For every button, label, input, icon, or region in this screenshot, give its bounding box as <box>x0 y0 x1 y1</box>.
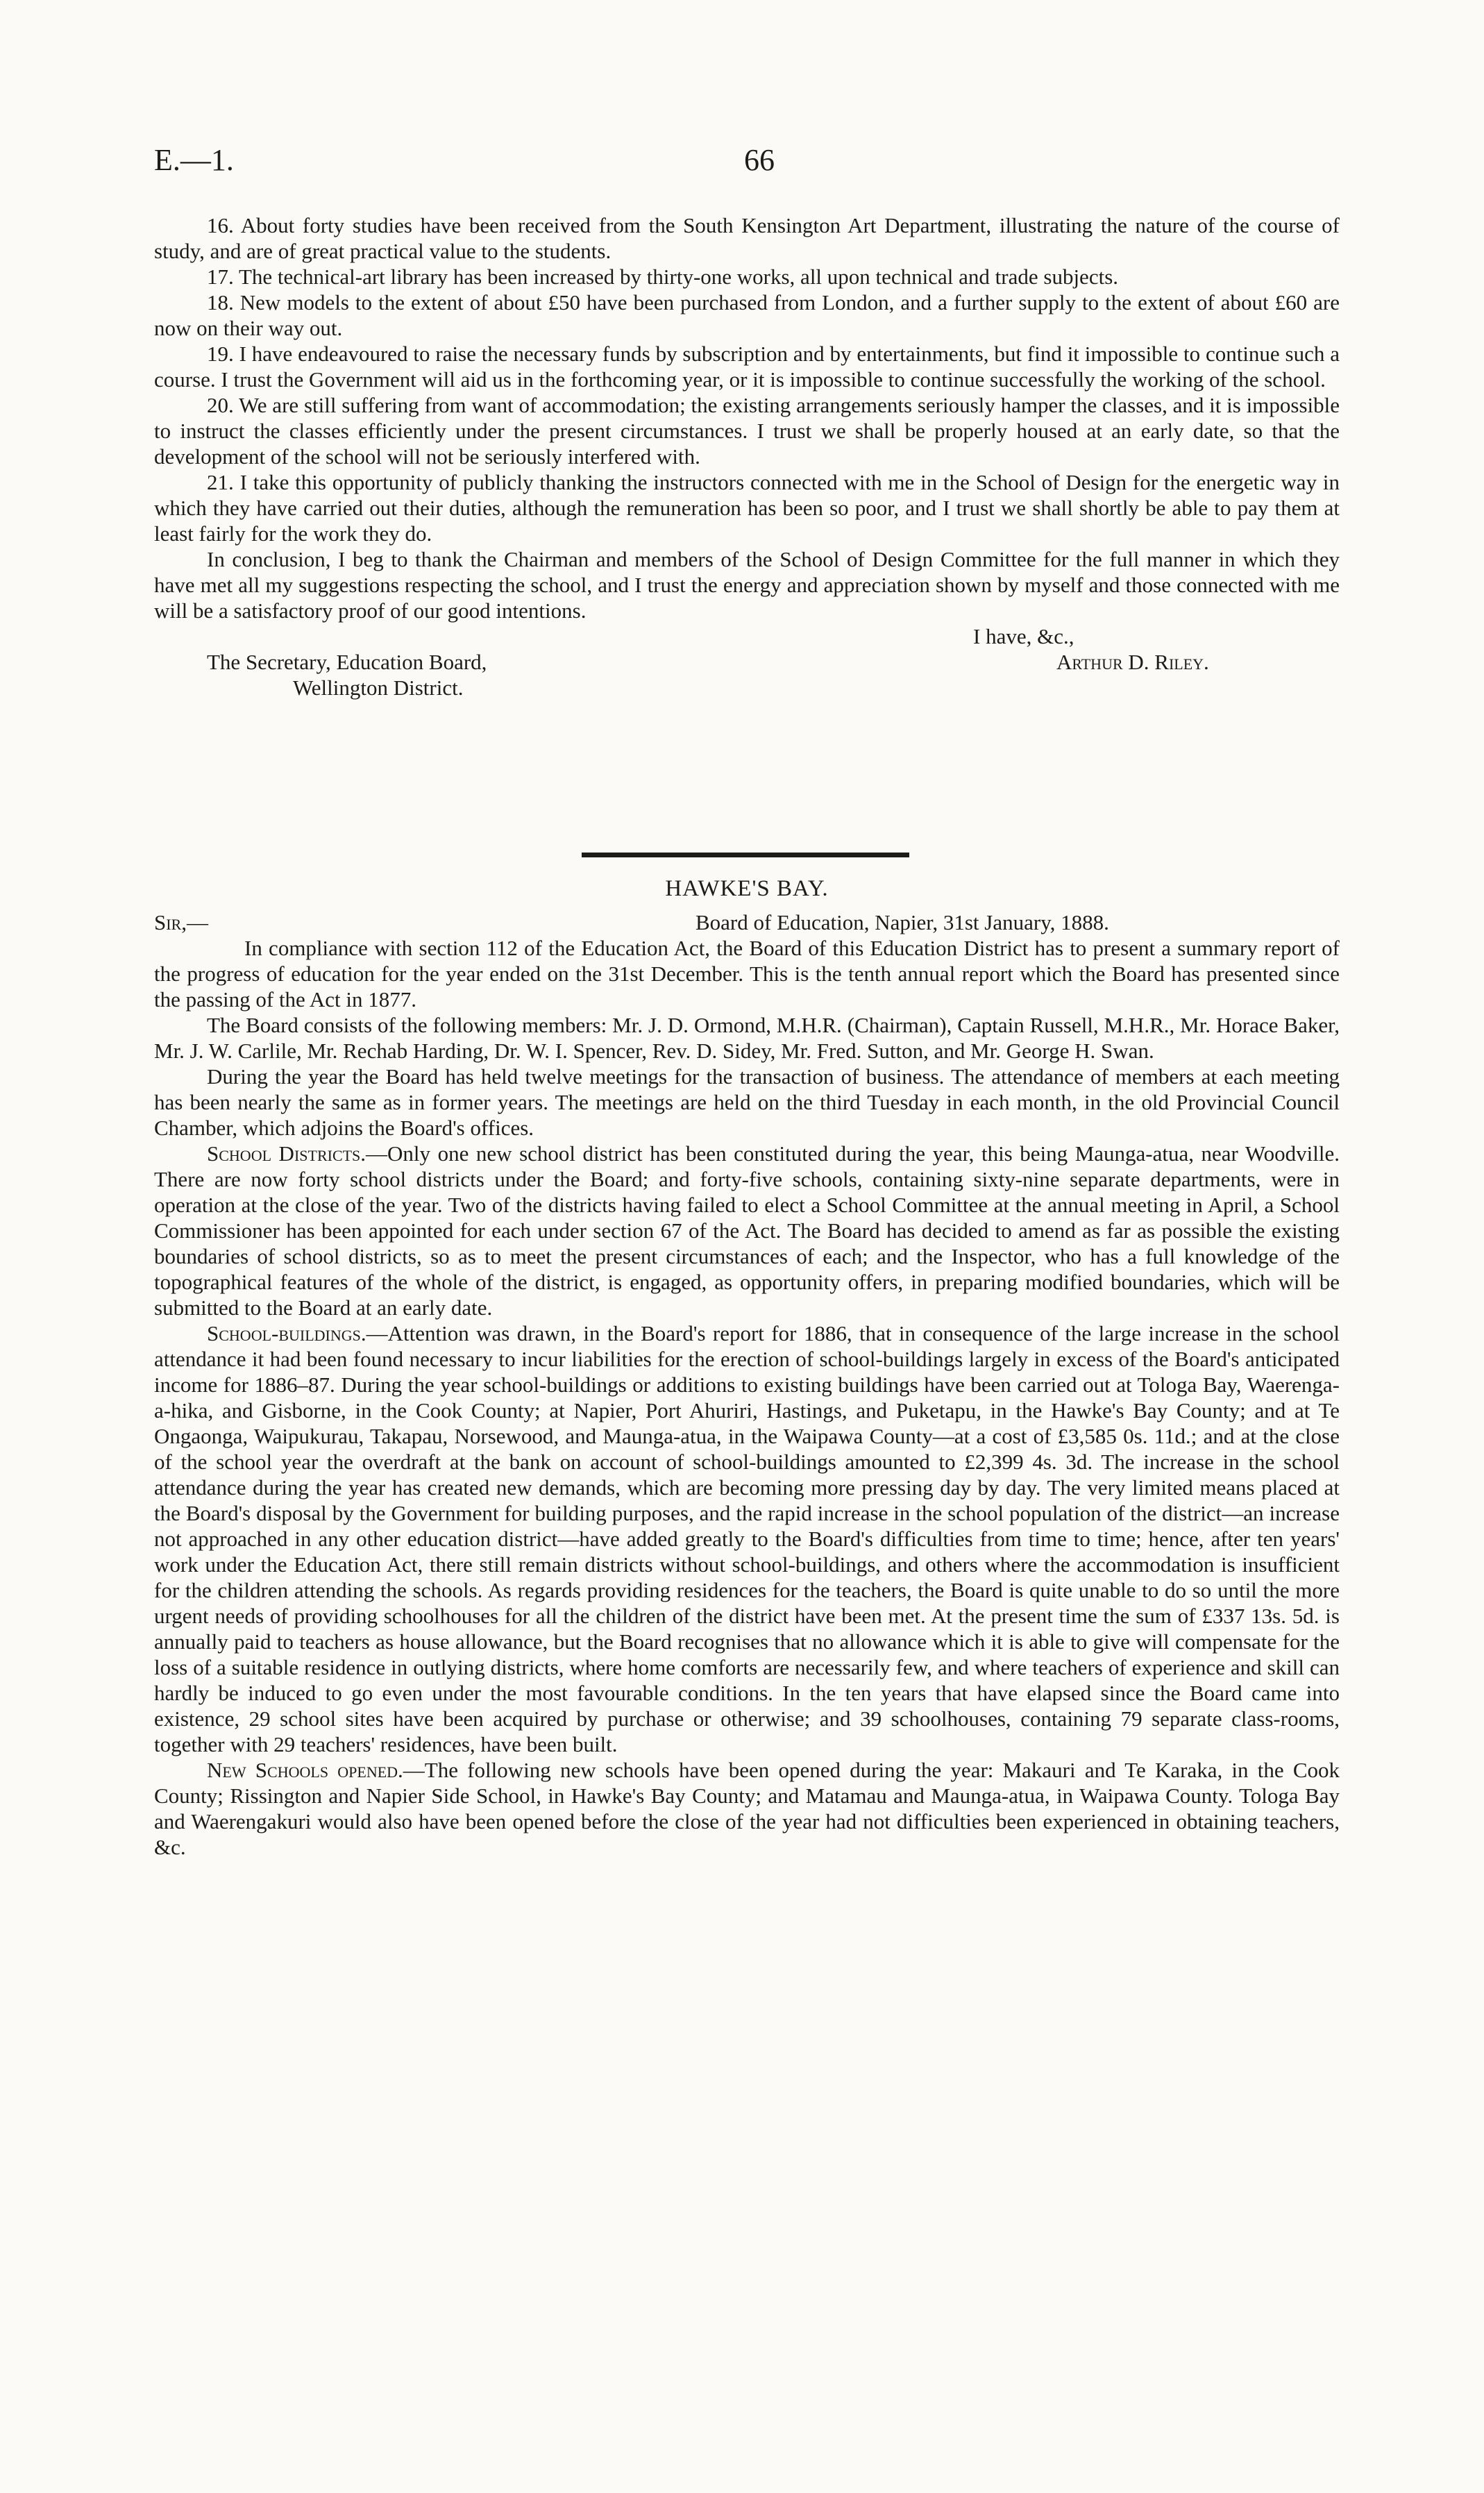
paragraph-meetings: During the year the Board has held twelve meetings for the transaction of business. The attendance of members at each meeting has been nearly the same as in former years. The meetings are held on the third Tuesday in each month, in the old Provincial Council Chamber, which adjoins the Board's offices. <box>154 1064 1340 1140</box>
paragraph-lead: New Schools opened. <box>207 1758 403 1782</box>
paragraph-20: 20. We are still suffering from want of accommodation; the existing arrangements seriously hamper the classes, and it is impossible to instruct the classes efficiently under the present circumstances. I trust we shall be properly housed at an early date, so that the development of the school will not be seriously interfered with. <box>154 393 1340 469</box>
paragraph-18: 18. New models to the extent of about £50 have been purchased from London, and a further supply to the extent of about £60 are now on their way out. <box>154 290 1340 340</box>
page-number: 66 <box>744 143 775 177</box>
signature: Arthur D. Riley. <box>1056 650 1209 674</box>
closing-row-2 <box>154 649 1340 675</box>
riley-report-section <box>154 212 1340 700</box>
dateline: Board of Education, Napier, 31st January, 1888. <box>695 910 1109 934</box>
paragraph-members: The Board consists of the following members: Mr. J. D. Ormond, M.H.R. (Chairman), Captain Russell, M.H.R., Mr. Horace Baker, Mr. J. W. Carlile, Mr. Rechab Harding, Dr. W. I. Spencer, Rev. D. Sidey, Mr. Fred. Sutton, and Mr. George H. Swan. <box>154 1013 1340 1063</box>
paragraph-school-buildings: School-buildings.—Attention was drawn, in the Board's report for 1886, that in consequence of the large increase in the school attendance it had been found necessary to incur liabilities for the erection of school-buildings largely in excess of the Board's anticipated income for 1886–87. During the year school-buildings or additions to existing buildings have been carried out at Tologa Bay, Waerenga-a-hika, and Gisborne, in the Cook County; at Napier, Port Ahuriri, Hastings, and Puketapu, in the Hawke's Bay County; and at Te Ongaonga, Waipukurau, Takapau, Norsewood, and Maunga-atua, in the Waipawa County—at a cost of £3,585 0s. 11d.; and at the close of the school year the overdraft at the bank on account of school-buildings amounted to £2,399 4s. 3d. The increase in the school attendance during the year has created new demands, which are becoming more pressing day by day. The very limited means placed at the Board's disposal by the Government for building purposes, and the rapid increase in the school population of the district—an increase not approached in any other education district—have added greatly to the Board's difficulties from time to time; hence, after ten years' work under the Education Act, there still remain districts without school-buildings, and others where the accommodation is insufficient for the children attending the schools. As regards providing residences for the teachers, the Board is quite unable to do so until the more urgent needs of providing schoolhouses for all the children of the district have been met. At the present time the sum of £337 13s. 5d. is annually paid to teachers as house allowance, but the Board recognises that no allowance which it is able to give will compensate for the loss of a suitable residence in outlying districts, where home comforts are necessarily few, and where teachers of experience and skill can hardly be induced to go even under the most favourable conditions. In the ten years that have elapsed since the Board came into existence, 29 school sites have been acquired by purchase or otherwise; and 39 schoolhouses, containing 79 separate class-rooms, together with 29 teachers' residences, have been built. <box>154 1321 1340 1756</box>
paragraph-lead: School-buildings. <box>207 1321 366 1345</box>
paragraph-conclusion: In conclusion, I beg to thank the Chairman and members of the School of Design Committee for the full manner in which they have met all my suggestions respecting the school, and I trust the energy and appreciation shown by myself and those connected with me will be a satisfactory proof of our good intentions. <box>154 547 1340 623</box>
paragraph-16: 16. About forty studies have been received from the South Kensington Art Department, illustrating the nature of the course of study, and are of great practical value to the students. <box>154 213 1340 263</box>
paragraph-school-districts: School Districts.—Only one new school district has been constituted during the year, this being Maunga-atua, near Woodville. There are now forty school districts under the Board; and forty-five schools, containing sixty-nine separate departments, were in operation at the close of the year. Two of the districts having failed to elect a School Committee at the annual meeting in April, a School Commissioner has been appointed for each under section 67 of the Act. The Board has decided to amend as far as possible the existing boundaries of school districts, so as to meet the present circumstances of each; and the Inspector, who has a full knowledge of the topographical features of the whole of the district, is engaged, as opportunity offers, in preparing modified boundaries, which will be submitted to the Board at an early date. <box>154 1141 1340 1320</box>
page-header <box>154 142 1340 192</box>
paragraph-17: 17. The technical-art library has been increased by thirty-one works, all upon technical and trade subjects. <box>207 265 1119 289</box>
paragraph-21: 21. I take this opportunity of publicly thanking the instructors connected with me in the School of Design for the energetic way in which they have carried out their duties, although the remuneration has been so poor, and I trust we shall shortly be able to pay them at least fairly for the work they do. <box>154 470 1340 546</box>
paragraph-new-schools: New Schools opened.—The following new schools have been opened during the year: Makauri and Te Karaka, in the Cook County; Rissington and Napier Side School, in Hawke's Bay County; and Matamau and Maunga-atua, in Waipawa County. Tologa Bay and Waerengakuri would also have been opened before the close of the year had not difficulties been experienced in obtaining teachers, &c. <box>154 1758 1340 1859</box>
document-code: E.—1. <box>154 143 234 177</box>
closing-row-1 <box>154 623 1340 649</box>
addressee-line-1: The Secretary, Education Board, <box>207 650 487 674</box>
paragraph-compliance: In compliance with section 112 of the Education Act, the Board of this Education District has to present a summary report of the progress of education for the year ended on the 31st December. This is the tenth annual report which the Board has presented since the passing of the Act in 1877. <box>154 936 1340 1012</box>
salutation-row <box>154 909 1340 935</box>
section-title: HAWKE'S BAY. <box>665 876 829 901</box>
paragraph-lead: School Districts. <box>207 1141 366 1166</box>
salutation: Sir,— <box>154 910 208 934</box>
hawkes-bay-report-section <box>154 909 1340 1860</box>
closing-row-3 <box>154 675 1340 700</box>
closing-phrase: I have, &c., <box>973 624 1074 648</box>
addressee-line-2: Wellington District. <box>293 675 464 700</box>
paragraph-19: 19. I have endeavoured to raise the necessary funds by subscription and by entertainments, but find it impossible to continue such a course. I trust the Government will aid us in the forthcoming year, or it is impossible to continue successfully the working of the school. <box>154 342 1340 392</box>
section-divider <box>582 853 909 857</box>
